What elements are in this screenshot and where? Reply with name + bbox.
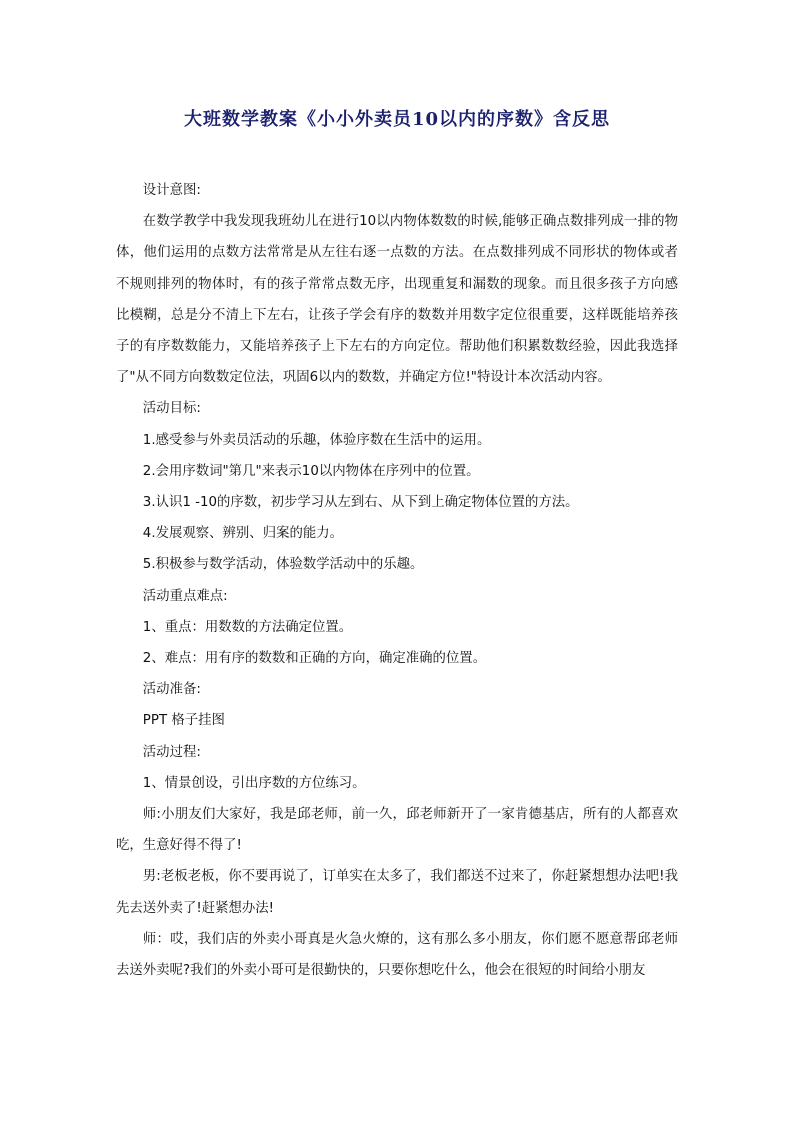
paragraph: 1.感受参与外卖员活动的乐趣，体验序数在生活中的运用。 [142,432,491,448]
paragraph: 活动目标: [142,401,201,417]
paragraph: 1、重点：用数数的方法确定位置。 [142,619,353,635]
document-title: 大班数学教案《小小外卖员10以内的序数》含反思 [183,109,611,130]
document-body [116,175,678,986]
paragraph: 4.发展观察、辨别、归案的能力。 [142,526,344,542]
paragraph: 男:老板老板，你不要再说了，订单实在太多了，我们都送不过来了，你赶紧想想办法吧!我先去送外卖了!赶紧想办法! [116,869,678,916]
paragraph: 师:小朋友们大家好，我是邱老师，前一久，邱老师新开了一家肯德基店，所有的人都喜欢吃，生意好得不得了! [116,807,678,854]
paragraph: 3.认识1 -10的序数，初步学习从左到右、从下到上确定物体位置的方法。 [142,495,579,511]
paragraph: 2.会用序数词"第几"来表示10以内物体在序列中的位置。 [142,463,480,479]
paragraph: 2、难点：用有序的数数和正确的方向，确定准确的位置。 [142,651,487,667]
paragraph: 活动过程: [142,744,201,760]
paragraph: 设计意图: [142,183,201,198]
paragraph: 1、情景创设，引出序数的方位练习。 [142,775,366,791]
paragraph: 活动重点难点: [142,588,228,604]
paragraph: 活动准备: [142,682,201,698]
paragraph: PPT 格子挂图 [142,713,225,729]
paragraph: 在数学教学中我发现我班幼儿在进行10以内物体数数的时候,能够正确点数排列成一排的物体，他们运用的点数方法常常是从左往右逐一点数的方法。在点数排列成不同形状的物体或者不规则排列的物体时，有的孩子常常点数无序，出现重复和漏数的现象。而且很多孩子方向感比模糊，总是分不清上下左右，让孩子学会有序的数数并用数字定位很重要，这样既能培养孩子的有序数数能力，又能培养孩子上下左右的方向定位。帮助他们积累数数经验，因此我选择了"从不同方向数数定位法，巩固6以内的数数，并确定方位!"特设计本次活动内容。 [116,214,678,386]
paragraph: 5.积极参与数学活动，体验数学活动中的乐趣。 [142,557,424,573]
paragraph: 师：哎，我们店的外卖小哥真是火急火燎的，这有那么多小朋友，你们愿不愿意帮邱老师去送外卖呢?我们的外卖小哥可是很勤快的，只要你想吃什么，他会在很短的时间给小朋友 [116,931,678,979]
